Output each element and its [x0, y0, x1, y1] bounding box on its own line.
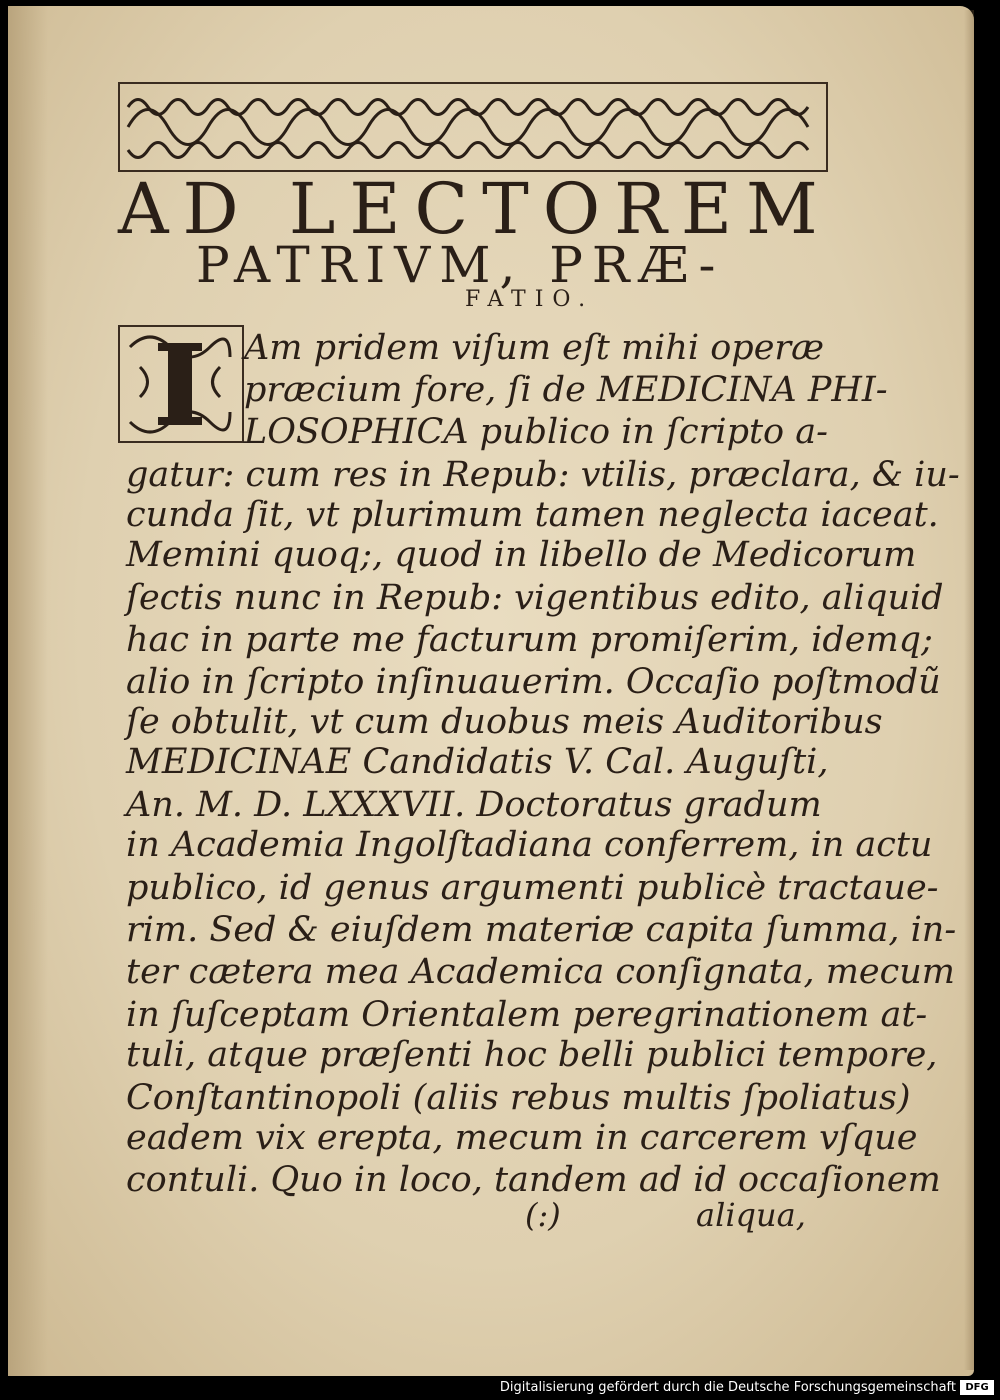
text-line: ſectis nunc in Repub: vigentibus edito, aliquid [126, 578, 944, 618]
text-line: præcium fore, ſi de MEDICINA PHI- [244, 370, 888, 410]
text-line: cunda ſit, vt plurimum tamen neglecta iaceat. [126, 495, 939, 535]
title-line-3: FATIO. [465, 287, 595, 312]
funding-credit: Digitalisierung gefördert durch die Deutsche Forschungsgemeinschaft [499, 1380, 956, 1395]
text-line: publico, id genus argumenti publicè tractaue- [126, 868, 939, 908]
title-line-2: PATRIVM, PRÆ- [196, 236, 725, 294]
text-line: Conſtantinopoli (aliis rebus multis ſpoliatus) [126, 1078, 911, 1118]
text-line: Memini quoq;, quod in libello de Medicorum [126, 535, 917, 575]
text-line: eadem vix erepta, mecum in carcerem vſque [126, 1118, 918, 1158]
text-line: LOSOPHICA publico in ſcripto a- [244, 412, 828, 452]
catchword: aliqua, [696, 1196, 806, 1234]
text-line: hac in parte me facturum promiſerim, idemq; [126, 620, 933, 660]
text-line: contuli. Quo in loco, tandem ad id occaſionem [126, 1160, 941, 1200]
text-line: rim. Sed & eiuſdem materiæ capita ſumma, in- [126, 910, 957, 950]
text-line: gatur: cum res in Repub: vtilis, præclara, & iu- [126, 455, 960, 495]
signature-mark: (:) [525, 1196, 561, 1234]
text-line: in ſuſceptam Orientalem peregrinationem at- [126, 995, 928, 1035]
decorated-initial [118, 325, 244, 443]
page-edge [964, 10, 974, 1370]
text-line: ſe obtulit, vt cum duobus meis Auditoribus [126, 702, 883, 742]
footer-bar [0, 1376, 1000, 1400]
text-line: tuli, atque præſenti hoc belli publici tempore, [126, 1035, 938, 1075]
dfg-logo: DFG [960, 1380, 994, 1395]
text-line: Am pridem viſum eſt mihi operæ [244, 328, 825, 368]
text-line: MEDICINAE Candidatis V. Cal. Auguſti, [126, 742, 829, 782]
title-line-1: AD LECTOREM [118, 168, 832, 250]
text-line: alio in ſcripto inſinuauerim. Occaſio poſtmodũ [126, 662, 941, 702]
text-line: in Academia Ingolſtadiana conferrem, in actu [126, 825, 933, 865]
text-line: ter cætera mea Academica conſignata, mecum [126, 952, 955, 992]
page-gutter [8, 6, 48, 1376]
text-line: An. M. D. LXXXVII. Doctoratus gradum [126, 785, 822, 825]
ornamental-headpiece [118, 82, 828, 172]
